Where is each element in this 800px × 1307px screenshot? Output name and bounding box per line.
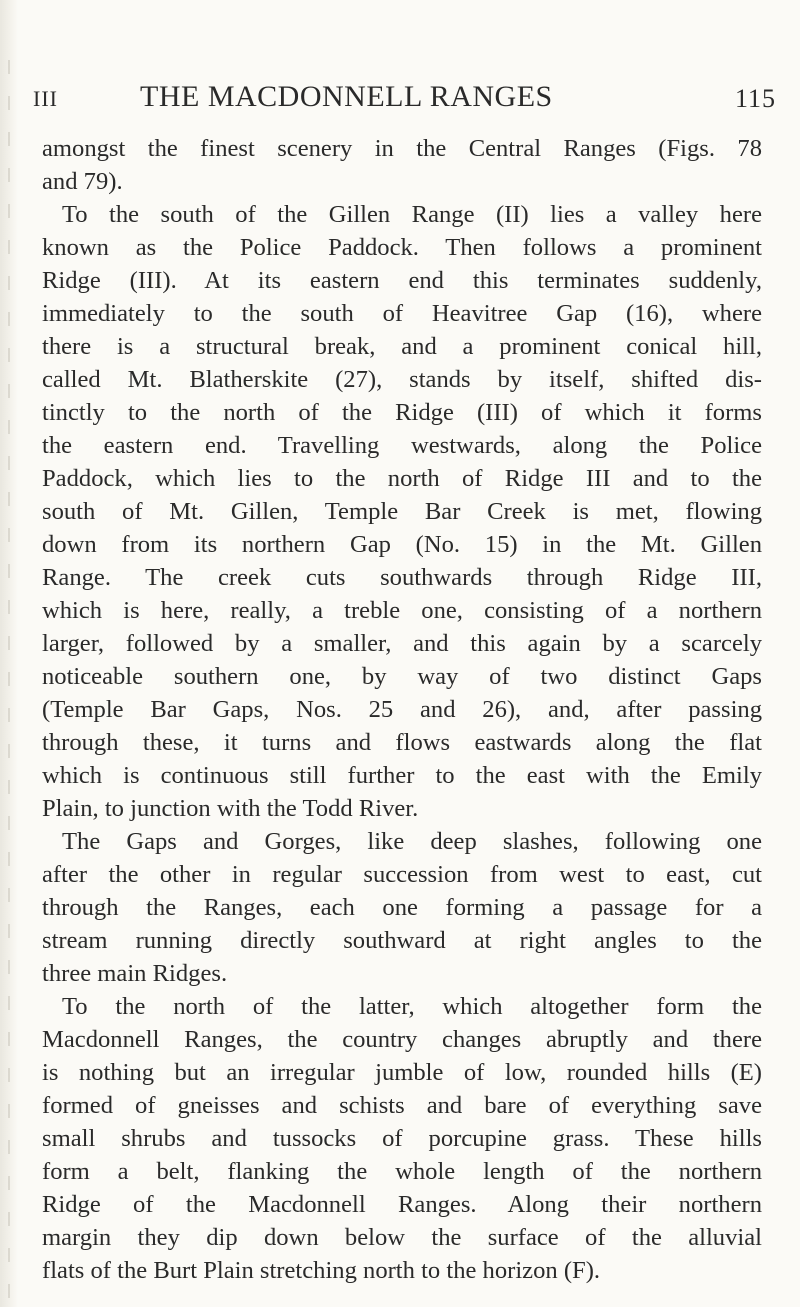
text-line: larger, followed by a smaller, and this again by a scarcely xyxy=(42,630,762,657)
text-line: called Mt. Blatherskite (27), stands by itself, shifted dis- xyxy=(42,366,762,393)
text-line: tinctly to the north of the Ridge (III) of which it forms xyxy=(42,399,762,426)
body-text xyxy=(42,132,762,1287)
text-line: Plain, to junction with the Todd River. xyxy=(42,795,419,822)
text-line: Paddock, which lies to the north of Ridge III and to the xyxy=(42,465,762,492)
text-line: formed of gneisses and schists and bare of everything save xyxy=(42,1092,762,1119)
text-line: the eastern end. Travelling westwards, along the Police xyxy=(42,432,762,459)
text-line: Range. The creek cuts southwards through Ridge III, xyxy=(42,564,762,591)
text-line: down from its northern Gap (No. 15) in the Mt. Gillen xyxy=(42,531,762,558)
binding-edge xyxy=(8,60,10,1300)
text-line: south of Mt. Gillen, Temple Bar Creek is met, flowing xyxy=(42,498,762,525)
text-line: which is continuous still further to the east with the Emily xyxy=(42,762,762,789)
text-line: known as the Police Paddock. Then follows a prominent xyxy=(42,234,762,261)
running-title: THE MACDONNELL RANGES xyxy=(140,80,553,113)
text-line: there is a structural break, and a prominent conical hill, xyxy=(42,333,762,360)
text-line: form a belt, flanking the whole length of the northern xyxy=(42,1158,762,1185)
text-line: small shrubs and tussocks of porcupine grass. These hills xyxy=(42,1125,762,1152)
text-line: margin they dip down below the surface of the alluvial xyxy=(42,1224,762,1251)
text-line: which is here, really, a treble one, consisting of a northern xyxy=(42,597,762,624)
text-line: amongst the finest scenery in the Central Ranges (Figs. 78 xyxy=(42,135,762,162)
text-line: (Temple Bar Gaps, Nos. 25 and 26), and, after passing xyxy=(42,696,762,723)
text-line: is nothing but an irregular jumble of low, rounded hills (E) xyxy=(42,1059,762,1086)
text-line: and 79). xyxy=(42,168,123,195)
text-line: immediately to the south of Heavitree Gap (16), where xyxy=(42,300,762,327)
text-line: The Gaps and Gorges, like deep slashes, following one xyxy=(62,828,762,855)
running-head xyxy=(33,80,776,120)
page-gutter-shadow xyxy=(0,0,18,1307)
text-line: To the south of the Gillen Range (II) lies a valley here xyxy=(62,201,762,228)
text-line: Ridge (III). At its eastern end this terminates suddenly, xyxy=(42,267,762,294)
text-line: three main Ridges. xyxy=(42,960,228,987)
text-line: noticeable southern one, by way of two distinct Gaps xyxy=(42,663,762,690)
text-line: flats of the Burt Plain stretching north to the horizon (F). xyxy=(42,1257,601,1284)
text-line: To the north of the latter, which altogether form the xyxy=(62,993,762,1020)
chapter-number: III xyxy=(33,86,58,111)
text-line: stream running directly southward at right angles to the xyxy=(42,927,762,954)
text-line: after the other in regular succession from west to east, cut xyxy=(42,861,762,888)
page-number: 115 xyxy=(734,84,776,113)
text-line: Macdonnell Ranges, the country changes abruptly and there xyxy=(42,1026,762,1053)
text-line: through the Ranges, each one forming a passage for a xyxy=(42,894,762,921)
text-line: Ridge of the Macdonnell Ranges. Along their northern xyxy=(42,1191,762,1218)
text-line: through these, it turns and flows eastwards along the flat xyxy=(42,729,762,756)
